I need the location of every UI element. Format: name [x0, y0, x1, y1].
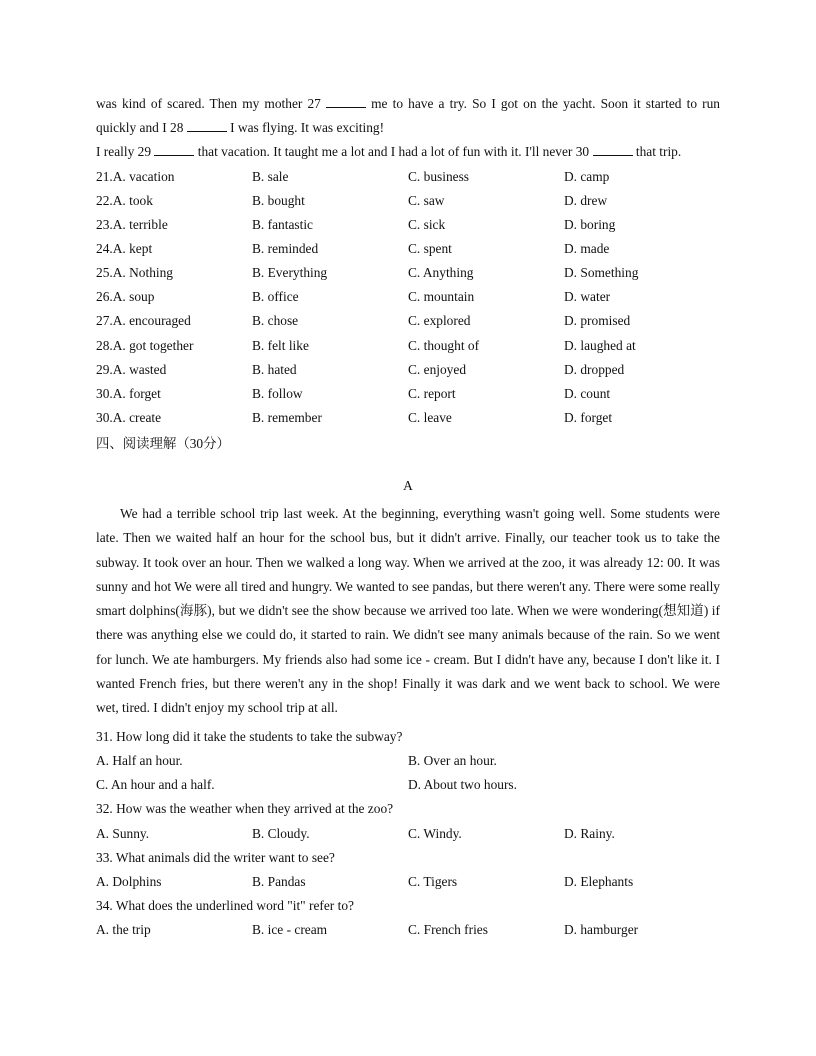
- option-a: 23.A. terrible: [96, 217, 168, 232]
- q33-option-a: A. Dolphins: [96, 874, 162, 889]
- option-d: D. laughed at: [564, 338, 636, 353]
- option-c: C. saw: [408, 193, 445, 208]
- option-d: D. promised: [564, 313, 631, 328]
- option-a: 25.A. Nothing: [96, 265, 173, 280]
- cloze-text: I was flying. It was exciting!: [230, 120, 385, 135]
- option-d: D. Something: [564, 265, 639, 280]
- q34-option-c: C. French fries: [408, 922, 488, 937]
- option-row: [96, 334, 736, 358]
- q34-option-b: B. ice - cream: [252, 922, 328, 937]
- option-a: 28.A. got together: [96, 338, 194, 353]
- option-a: 24.A. kept: [96, 241, 153, 256]
- q31-option-b: B. Over an hour.: [408, 753, 497, 768]
- answer-blank-30: [593, 143, 633, 156]
- q34-option-d: D. hamburger: [564, 922, 639, 937]
- reading-passage: [96, 502, 720, 721]
- option-a: 29.A. wasted: [96, 362, 167, 377]
- option-row: [96, 213, 736, 237]
- option-row: [96, 261, 736, 285]
- cloze-text: me to have a try. So I got on the yacht. Soon it started to run: [371, 96, 720, 111]
- option-row: [96, 189, 736, 213]
- cloze-text: quickly and I 28: [96, 120, 184, 135]
- option-b: B. fantastic: [252, 217, 313, 232]
- option-c: C. sick: [408, 217, 446, 232]
- question-34: 34. What does the underlined word "it" refer to?: [96, 898, 354, 913]
- cloze-text: that vacation. It taught me a lot and I had a lot of fun with it. I'll never 30: [197, 144, 590, 159]
- option-a: 26.A. soup: [96, 289, 155, 304]
- option-row: [96, 165, 736, 189]
- option-b: B. bought: [252, 193, 305, 208]
- option-b: B. remember: [252, 410, 322, 425]
- option-b: B. follow: [252, 386, 303, 401]
- q31-option-d: D. About two hours.: [408, 777, 517, 792]
- q31-option-a: A. Half an hour.: [96, 753, 183, 768]
- option-row: [96, 358, 736, 382]
- option-row: [96, 285, 736, 309]
- option-c: C. business: [408, 169, 470, 184]
- option-c: C. mountain: [408, 289, 475, 304]
- option-d: D. water: [564, 289, 611, 304]
- answer-blank-28: [187, 119, 227, 132]
- question-33: 33. What animals did the writer want to see?: [96, 850, 335, 865]
- option-d: D. forget: [564, 410, 613, 425]
- option-c: C. spent: [408, 241, 452, 256]
- passage-label: A: [403, 478, 413, 493]
- answer-blank-29: [154, 143, 194, 156]
- q33-option-d: D. Elephants: [564, 874, 634, 889]
- q32-option-c: C. Windy.: [408, 826, 462, 841]
- cloze-text: was kind of scared. Then my mother 27: [96, 96, 321, 111]
- option-row: [96, 382, 736, 406]
- option-b: B. sale: [252, 169, 289, 184]
- option-b: B. chose: [252, 313, 299, 328]
- section-heading: 四、阅读理解（30分）: [96, 436, 230, 451]
- option-d: D. camp: [564, 169, 610, 184]
- option-d: D. dropped: [564, 362, 625, 377]
- option-d: D. count: [564, 386, 611, 401]
- option-a: 21.A. vacation: [96, 169, 175, 184]
- q33-option-b: B. Pandas: [252, 874, 306, 889]
- option-a: 30.A. create: [96, 410, 162, 425]
- option-c: C. enjoyed: [408, 362, 467, 377]
- option-c: C. leave: [408, 410, 452, 425]
- option-b: B. Everything: [252, 265, 328, 280]
- option-b: B. office: [252, 289, 299, 304]
- cloze-text: I really 29: [96, 144, 152, 159]
- q31-option-c: C. An hour and a half.: [96, 777, 215, 792]
- option-a: 22.A. took: [96, 193, 153, 208]
- option-d: D. boring: [564, 217, 616, 232]
- question-32: 32. How was the weather when they arrived at the zoo?: [96, 801, 394, 816]
- option-a: 27.A. encouraged: [96, 313, 191, 328]
- option-c: C. thought of: [408, 338, 480, 353]
- option-row: [96, 309, 736, 333]
- q32-option-d: D. Rainy.: [564, 826, 615, 841]
- q32-option-b: B. Cloudy.: [252, 826, 310, 841]
- cloze-line-1: [96, 92, 720, 116]
- cloze-line-2: [96, 116, 720, 140]
- q32-option-a: A. Sunny.: [96, 826, 150, 841]
- option-d: D. made: [564, 241, 610, 256]
- option-b: B. felt like: [252, 338, 309, 353]
- q34-option-a: A. the trip: [96, 922, 151, 937]
- cloze-text: that trip.: [635, 144, 682, 159]
- q33-option-c: C. Tigers: [408, 874, 458, 889]
- question-31: 31. How long did it take the students to take the subway?: [96, 729, 403, 744]
- option-d: D. drew: [564, 193, 608, 208]
- cloze-line-3: [96, 140, 720, 164]
- option-row: [96, 406, 736, 430]
- answer-blank-27: [326, 95, 366, 108]
- option-row: [96, 237, 736, 261]
- passage-paragraph: We had a terrible school trip last week. At the beginning, everything wasn't going well. Some students were late. Then we waited half an hour for the school bus, but it didn't arrive. Finally, our teacher took us to take the subway. It took over an hour. Then we walked a long way. When we arrived at the zoo, it was already 12: 00. It was sunny and hot We were all tired and hungry. We wanted to see pandas, but there weren't any. There were some really smart dolphins(海豚), but we didn't see the show because we arrived too late. When we were wondering(想知道) if there was anything else we could do, it started to rain. We didn't see many animals because of the rain. So we went for lunch. We ate hamburgers. My friends also had some ice - cream. But I didn't have any, because I don't like it. I wanted French fries, but there weren't any in the shop! Finally it was dark and we went back to school. We were wet, tired. I didn't enjoy my school trip at all.: [96, 506, 720, 716]
- option-c: C. explored: [408, 313, 471, 328]
- option-c: C. report: [408, 386, 456, 401]
- option-b: B. hated: [252, 362, 297, 377]
- option-a: 30.A. forget: [96, 386, 161, 401]
- option-b: B. reminded: [252, 241, 319, 256]
- option-c: C. Anything: [408, 265, 474, 280]
